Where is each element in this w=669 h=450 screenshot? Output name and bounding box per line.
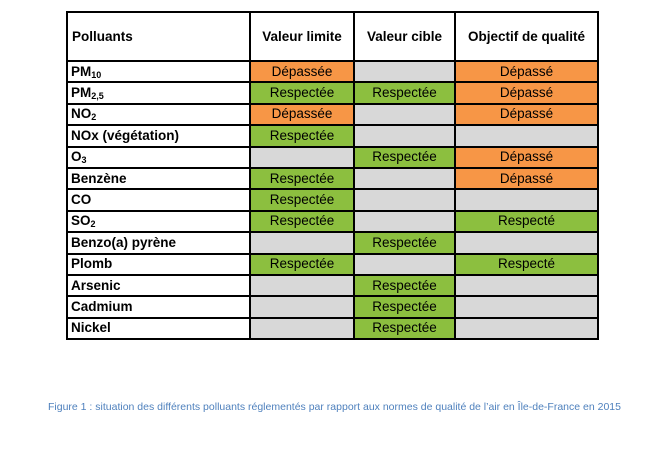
quality-objective-cell: [455, 296, 598, 317]
limit-value-cell: Respectée: [250, 211, 354, 232]
pollutant-label: NOx (végétation): [71, 127, 180, 143]
target-value-cell: Respectée: [354, 318, 455, 339]
quality-objective-cell: [455, 232, 598, 253]
table-row: [67, 189, 598, 210]
quality-objective-cell: Dépassé: [455, 147, 598, 168]
pollutant-name: [67, 168, 250, 189]
pollutant-name: [67, 232, 250, 253]
pollutant-name: [67, 275, 250, 296]
pollutant-label: PM: [71, 85, 92, 101]
limit-value-cell: [250, 318, 354, 339]
header-quality-objective: Objectif de qualité: [455, 12, 598, 61]
pollutant-subscript: 2: [91, 112, 97, 123]
limit-value-cell: [250, 275, 354, 296]
limit-value-cell: Respectée: [250, 254, 354, 275]
table-row: [67, 254, 598, 275]
limit-value-cell: Dépassée: [250, 104, 354, 125]
pollutant-name: [67, 211, 250, 232]
pollutant-label: SO: [71, 213, 91, 229]
quality-objective-cell: [455, 318, 598, 339]
quality-objective-cell: Dépassé: [455, 61, 598, 82]
target-value-cell: [354, 61, 455, 82]
target-value-cell: [354, 189, 455, 210]
target-value-cell: [354, 254, 455, 275]
header-pollutants: Polluants: [67, 12, 250, 61]
target-value-cell: [354, 104, 455, 125]
quality-objective-cell: Respecté: [455, 211, 598, 232]
quality-objective-cell: Dépassé: [455, 82, 598, 103]
quality-objective-cell: [455, 275, 598, 296]
table-row: [67, 168, 598, 189]
figure-caption: Figure 1 : situation des différents polluants réglementés par rapport aux normes de qualité de l’air en Île-de-France en 2015: [48, 401, 621, 413]
pollutant-name: [67, 125, 250, 146]
target-value-cell: Respectée: [354, 82, 455, 103]
pollutant-label: Benzo(a) pyrène: [71, 234, 177, 250]
header-limit-value: Valeur limite: [250, 12, 354, 61]
header-row: [67, 12, 598, 61]
target-value-cell: Respectée: [354, 275, 455, 296]
limit-value-cell: [250, 296, 354, 317]
table-row: [67, 318, 598, 339]
target-value-cell: Respectée: [354, 296, 455, 317]
pollutant-name: [67, 189, 250, 210]
target-value-cell: Respectée: [354, 232, 455, 253]
table-row: [67, 61, 598, 82]
limit-value-cell: Respectée: [250, 189, 354, 210]
quality-objective-cell: Dépassé: [455, 168, 598, 189]
table-row: [67, 125, 598, 146]
limit-value-cell: Dépassée: [250, 61, 354, 82]
pollutant-subscript: 3: [81, 155, 87, 166]
table-row: [67, 211, 598, 232]
pollutant-label: CO: [71, 192, 92, 208]
pollutant-label: Benzène: [71, 170, 127, 186]
target-value-cell: [354, 211, 455, 232]
quality-objective-cell: Respecté: [455, 254, 598, 275]
pollutant-label: Plomb: [71, 256, 113, 272]
quality-objective-cell: Dépassé: [455, 104, 598, 125]
target-value-cell: Respectée: [354, 147, 455, 168]
table-row: [67, 296, 598, 317]
pollutant-label: NO: [71, 106, 92, 122]
limit-value-cell: [250, 232, 354, 253]
pollutant-subscript: 2,5: [91, 91, 104, 102]
pollutant-label: Cadmium: [71, 298, 133, 314]
table-row: [67, 232, 598, 253]
pollutant-name: [67, 61, 250, 82]
pollutant-subscript: 10: [91, 69, 102, 80]
limit-value-cell: Respectée: [250, 82, 354, 103]
target-value-cell: [354, 168, 455, 189]
table-row: [67, 147, 598, 168]
quality-objective-cell: [455, 189, 598, 210]
table-row: [67, 275, 598, 296]
table-row: [67, 104, 598, 125]
pollutant-name: [67, 318, 250, 339]
limit-value-cell: Respectée: [250, 125, 354, 146]
table-row: [67, 82, 598, 103]
pollutant-name: [67, 296, 250, 317]
pollutant-label: PM: [71, 63, 92, 79]
quality-objective-cell: [455, 125, 598, 146]
pollutant-label: O: [71, 149, 82, 165]
limit-value-cell: Respectée: [250, 168, 354, 189]
pollutant-label: Nickel: [71, 320, 111, 336]
pollutant-subscript: 2: [90, 219, 96, 230]
header-target-value: Valeur cible: [354, 12, 455, 61]
limit-value-cell: [250, 147, 354, 168]
pollutants-table: [66, 11, 599, 340]
pollutant-name: [67, 254, 250, 275]
pollutant-name: [67, 104, 250, 125]
pollutant-name: [67, 147, 250, 168]
pollutant-name: [67, 82, 250, 103]
pollutant-label: Arsenic: [71, 277, 121, 293]
table-body: [67, 61, 598, 339]
target-value-cell: [354, 125, 455, 146]
